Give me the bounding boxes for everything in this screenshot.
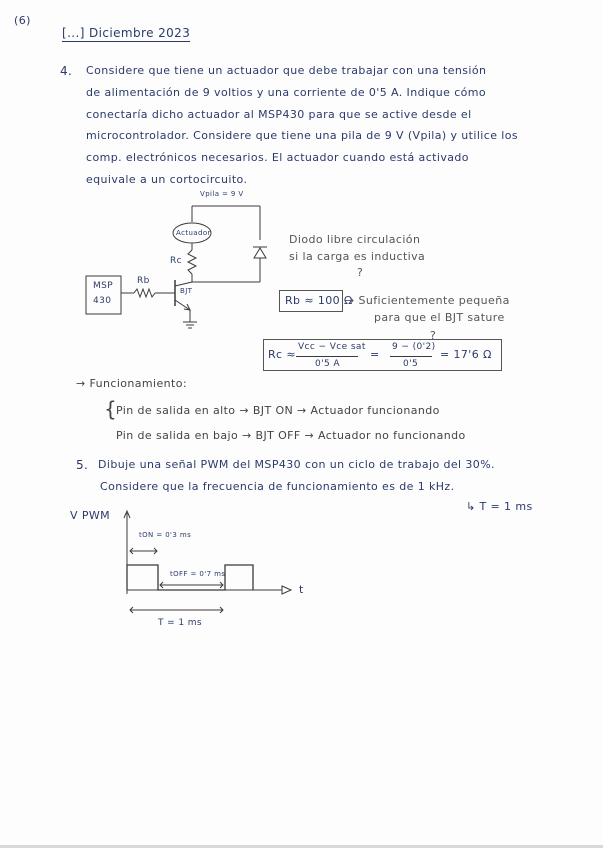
question-mark: ? xyxy=(430,329,437,342)
diode-note-2: si la carga es inductiva xyxy=(289,250,426,263)
pwm-x-label: t xyxy=(299,583,304,596)
msp-label-1: MSP xyxy=(93,281,114,291)
page-number: (6) xyxy=(14,14,31,27)
q4-line: conectaría dicho actuador al MSP430 para que se active desde el xyxy=(86,108,472,121)
actuator-label: Actuador xyxy=(176,229,211,237)
period-note: ↳ T = 1 ms xyxy=(466,500,533,513)
funcionamiento-line-2: Pin de salida en bajo → BJT OFF → Actuador no funcionando xyxy=(116,429,466,442)
rb-label: Rb xyxy=(137,276,150,286)
rb-value: Rb ≈ 100 Ω xyxy=(285,294,353,307)
header-date: [...] Diciembre 2023 xyxy=(62,26,191,40)
rb-comment-1: → Suficientemente pequeña xyxy=(345,294,510,307)
q4-line: comp. electrónicos necesarios. El actuador cuando está activado xyxy=(86,151,469,164)
rc-denominator-value: 0'5 xyxy=(403,359,419,369)
equals-sign: = xyxy=(370,348,380,361)
q4-number: 4. xyxy=(60,64,73,78)
funcionamiento-line-1: Pin de salida en alto → BJT ON → Actuador funcionando xyxy=(116,404,440,417)
q4-line: Considere que tiene un actuador que debe trabajar con una tensión xyxy=(86,64,487,77)
msp-label-2: 430 xyxy=(93,296,112,306)
diode-note-1: Diodo libre circulación xyxy=(289,233,421,246)
rc-result: = 17'6 Ω xyxy=(440,348,492,361)
rc-denominator: 0'5 A xyxy=(315,359,340,369)
rc-numerator: Vcc − Vce sat xyxy=(298,342,366,352)
q5-number: 5. xyxy=(76,458,89,472)
q4-line: de alimentación de 9 voltios y una corriente de 0'5 A. Indique cómo xyxy=(86,86,487,99)
funcionamiento-title: → Funcionamiento: xyxy=(76,377,187,390)
vpila-label: Vpila = 9 V xyxy=(200,190,244,198)
q4-line: equivale a un cortocircuito. xyxy=(86,173,248,186)
rb-comment-2: para que el BJT sature xyxy=(374,311,505,324)
q5-line-2: Considere que la frecuencia de funcionamiento es de 1 kHz. xyxy=(100,480,455,493)
ton-label: tON = 0'3 ms xyxy=(139,531,192,539)
brace: { xyxy=(104,397,118,421)
q5-line-1: Dibuje una señal PWM del MSP430 con un ciclo de trabajo del 30%. xyxy=(98,458,495,471)
pwm-y-label: V PWM xyxy=(70,509,111,522)
q4-line: microcontrolador. Considere que tiene una pila de 9 V (Vpila) y utilice los xyxy=(86,129,518,142)
rc-label: Rc xyxy=(170,256,183,266)
pwm-period-label: T = 1 ms xyxy=(158,618,203,628)
bjt-label: BJT xyxy=(180,287,193,295)
rc-formula-label: Rc ≈ xyxy=(268,348,297,361)
rc-numerator-value: 9 − (0'2) xyxy=(392,342,436,352)
question-mark: ? xyxy=(357,266,364,279)
toff-label: tOFF = 0'7 ms xyxy=(170,570,226,578)
x-axis-arrow xyxy=(282,586,291,594)
